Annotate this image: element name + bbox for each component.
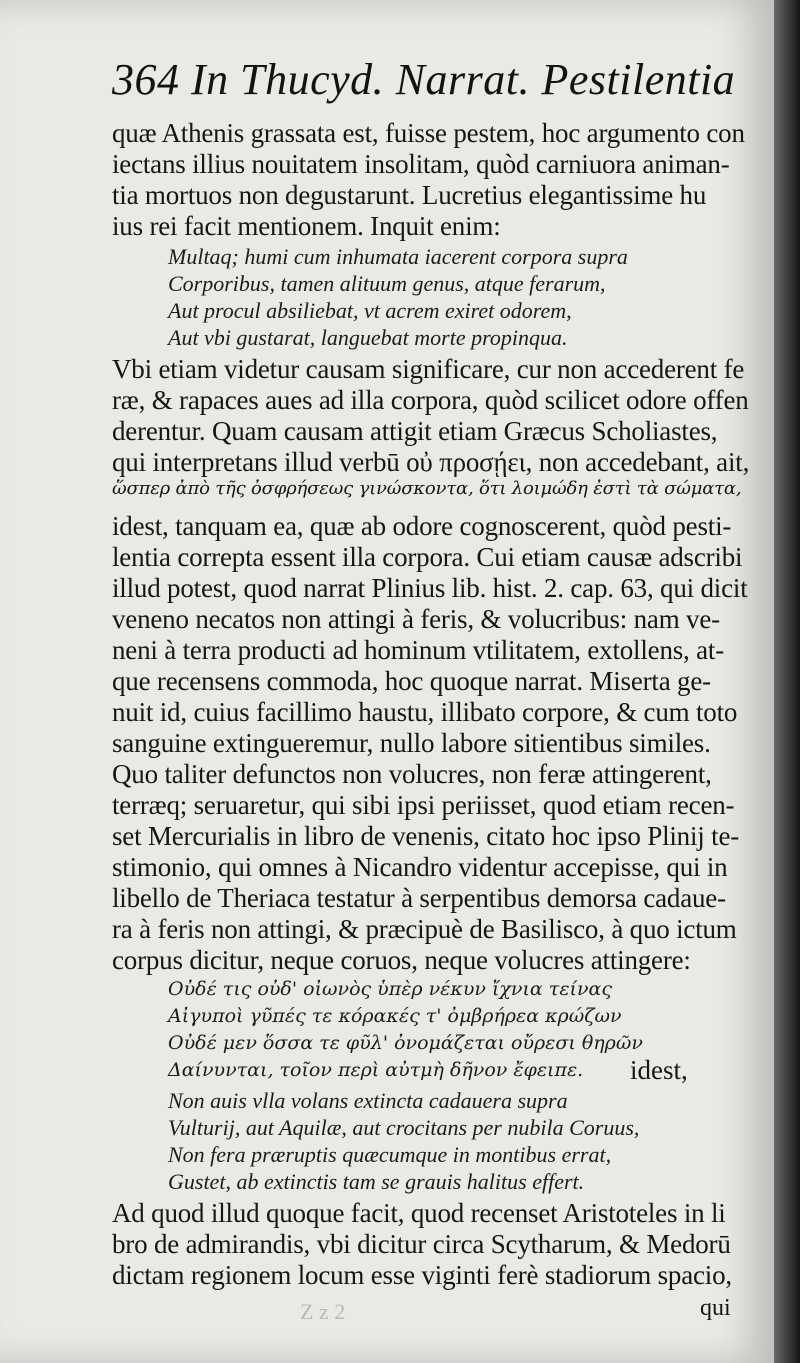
verse-line: Gustet, ab extinctis tam se grauis halitus effert.	[168, 1169, 585, 1194]
text-line: que recensens commoda, hoc quoque narrat. Miserta ge-	[112, 666, 711, 696]
text-line: ra à feris non attingi, & præcipuè de Basilisco, à quo ictum	[112, 914, 737, 944]
text-line: set Mercurialis in libro de venenis, citato hoc ipso Plinij te-	[112, 821, 740, 851]
greek-inline-line: ὥσπερ ἀπὸ τῆς ὀσφρήσεως γινώσκοντα, ὅτι λοιμώδη ἐστὶ τὰ σώματα,	[112, 478, 742, 499]
text-line: qui interpretans illud verbū οὐ προσῄει, non accedebant, ait,	[112, 447, 750, 477]
text-line: iectans illius nouitatem insolitam, quòd carniuora animan-	[112, 149, 730, 179]
verse-line: Non fera præruptis quæcumque in montibus errat,	[168, 1142, 612, 1167]
text-line: derentur. Quam causam attigit etiam Græcus Scholiastes,	[112, 416, 718, 446]
greek-verse-line: Οὐδέ τις οὐδ' οἰωνὸς ὑπὲρ νέκυν ἴχνια τείνας	[168, 978, 612, 1000]
signature-mark: Z z 2	[300, 1299, 346, 1324]
page-edge-shadow	[774, 0, 800, 1363]
text-line: nuit id, cuius facillimo haustu, illibato corpore, & cum toto	[112, 697, 738, 727]
verse-line: Vulturij, aut Aquilæ, aut crocitans per nubila Coruus,	[168, 1115, 640, 1140]
text-line: idest, tanquam ea, quæ ab odore cognoscerent, quòd pesti-	[112, 511, 732, 541]
text-line: ræ, & rapaces aues ad illa corpora, quòd scilicet odore offen	[112, 385, 749, 415]
text-line: lentia correpta essent illa corpora. Cui etiam causæ adscribi	[112, 542, 743, 572]
greek-verse-line: Οὐδέ μεν ὅσσα τε φῦλ' ὀνομάζεται οὔρεσι θηρῶν	[168, 1032, 643, 1054]
greek-verse-line: Αἰγυποὶ γῦπές τε κόρακές τ' ὀμβρήρεα κρώζων	[168, 1005, 622, 1027]
text-line: Quo taliter defunctos non volucres, non feræ attingerent,	[112, 759, 712, 789]
text-line: libello de Theriaca testatur à serpentibus demorsa cadaue-	[112, 883, 726, 913]
verse-line: Non auis vlla volans extincta cadauera supra	[168, 1088, 568, 1113]
idest-tail: idest,	[630, 1055, 688, 1085]
catchword: qui	[700, 1295, 731, 1321]
text-line: veneno necatos non attingi à feris, & volucribus: nam ve-	[112, 604, 720, 634]
text-line: bro de admirandis, vbi dicitur circa Scytharum, & Medorū	[112, 1229, 731, 1259]
verse-line: Corporibus, tamen alituum genus, atque ferarum,	[168, 271, 606, 296]
running-header: 364 In Thucyd. Narrat. Pestilentia	[112, 55, 736, 104]
text-line: neni à terra producti ad hominum vtilitatem, extollens, at-	[112, 635, 725, 665]
text-line: quæ Athenis grassata est, fuisse pestem, hoc argumento con	[112, 118, 745, 148]
verse-line: Aut vbi gustarat, languebat morte propinqua.	[168, 325, 568, 350]
text-line: corpus dicitur, neque coruos, neque volucres attingere:	[112, 945, 691, 975]
text-line: terræq; seruaretur, qui sibi ipsi periisset, quod etiam recen-	[112, 790, 735, 820]
text-line: sanguine extingueremur, nullo labore sitientibus similes.	[112, 728, 711, 758]
text-line: Vbi etiam videtur causam significare, cur non accederent fe	[112, 354, 745, 384]
text-line: tia mortuos non degustarunt. Lucretius elegantissime hu	[112, 180, 707, 210]
text-line: Ad quod illud quoque facit, quod recenset Aristoteles in li	[112, 1198, 726, 1228]
text-line: illud potest, quod narrat Plinius lib. hist. 2. cap. 63, qui dicit	[112, 573, 748, 603]
verse-line: Multaq; humi cum inhumata iacerent corpora supra	[168, 244, 628, 269]
greek-verse-line: Δαίνυνται, τοῖον περὶ αὐτμὴ δῆνον ἔφειπε.	[168, 1059, 584, 1081]
text-line: ius rei facit mentionem. Inquit enim:	[112, 211, 501, 241]
text-line: stimonio, qui omnes à Nicandro videntur accepisse, qui in	[112, 852, 728, 882]
text-line: dictam regionem locum esse viginti ferè stadiorum spacio,	[112, 1260, 732, 1290]
verse-line: Aut procul absiliebat, vt acrem exiret odorem,	[168, 298, 572, 323]
